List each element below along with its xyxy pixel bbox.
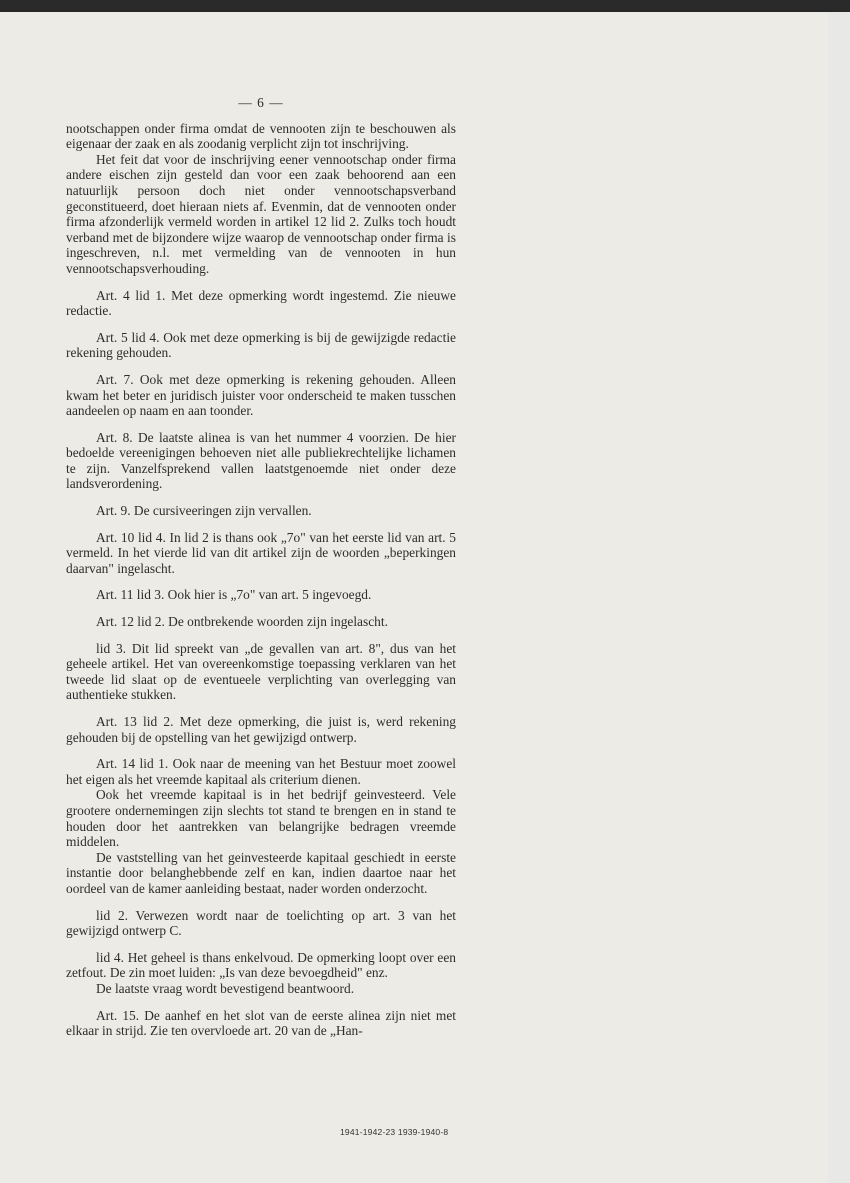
- paragraph: De vaststelling van het geinvesteerde kapitaal geschiedt in eerste instantie door belanghebbende zelf en kan, indien daartoe naar het oordeel van de kamer aanleiding bestaat, nader worden onderzocht.: [66, 849, 456, 896]
- paragraph: Art. 11 lid 3. Ook hier is „7o" van art. 5 ingevoegd.: [96, 587, 372, 603]
- paragraph: nootschappen onder firma omdat de vennooten zijn te beschouwen als eigenaar der zaak en als zoodanig verplicht zijn tot inschrijving.: [66, 120, 456, 152]
- paragraph: lid 4. Het geheel is thans enkelvoud. De opmerking loopt over een zetfout. De zin moet luiden: „Is van deze bevoegdheid" enz.: [66, 949, 456, 981]
- page-number: — 6 —: [238, 95, 284, 110]
- paragraph: Art. 9. De cursiveeringen zijn vervallen.: [96, 503, 312, 519]
- paragraph: Het feit dat voor de inschrijving eener vennootschap onder firma andere eischen zijn gesteld dan voor een zaak behoorend aan een natuurlijk persoon doch niet onder vennootschapsverband geconstitueerd, doet hieraan niets af. Evenmin, dat de vennooten onder firma afzonderlijk vermeld worden in artikel 12 lid 2. Zulks toch houdt verband met de bijzondere wijze waarop de vennootschap onder firma is ingeschreven, n.l. met vermelding van de vennooten in hun vennootschapsverhouding.: [66, 151, 456, 276]
- page-text-column: [66, 95, 456, 1039]
- paragraph: Art. 13 lid 2. Met deze opmerking, die juist is, werd rekening gehouden bij de opstelling van het gewijzigd ontwerp.: [66, 714, 456, 745]
- paragraph: Art. 7. Ook met deze opmerking is rekening gehouden. Alleen kwam het beter en juridisch juister voor onderscheid te maken tusschen aandeelen op naam en aan toonder.: [66, 371, 456, 419]
- paragraph: lid 2. Verwezen wordt naar de toelichting op art. 3 van het gewijzigd ontwerp C.: [66, 907, 456, 939]
- paragraph: Art. 14 lid 1. Ook naar de meening van het Bestuur moet zoowel het eigen als het vreemde kapitaal als criterium dienen.: [66, 756, 456, 787]
- paragraph: Art. 10 lid 4. In lid 2 is thans ook „7o" van het eerste lid van art. 5 vermeld. In het vierde lid van dit artikel zijn de woorden „beperkingen daarvan" ingelascht.: [66, 529, 456, 576]
- paragraph: Art. 15. De aanhef en het slot van de eerste alinea zijn niet met elkaar in strijd. Zie ten overvloede art. 20 van de „Han-: [66, 1007, 456, 1039]
- paragraph: De laatste vraag wordt bevestigend beantwoord.: [96, 980, 355, 996]
- paragraph: Art. 4 lid 1. Met deze opmerking wordt ingestemd. Zie nieuwe redactie.: [66, 287, 456, 319]
- paragraph: Art. 12 lid 2. De ontbrekende woorden zijn ingelascht.: [96, 614, 388, 630]
- footer-reference: 1941-1942-23 1939-1940-8: [340, 1127, 449, 1137]
- paragraph: Art. 5 lid 4. Ook met deze opmerking is bij de gewijzigde redactie rekening gehouden.: [66, 329, 456, 361]
- scan-top-border: [0, 0, 850, 12]
- scan-right-edge: [828, 12, 850, 1183]
- paragraph: lid 3. Dit lid spreekt van „de gevallen van art. 8", dus van het geheele artikel. Het van overeenkomstige toepassing verklaren van het tweede lid slaat op de eventueele verplichting van overlegging van authentieke stukken.: [66, 640, 456, 703]
- paragraph: Art. 8. De laatste alinea is van het nummer 4 voorzien. De hier bedoelde vereenigingen behoeven niet alle publiekrechtelijke lichamen te zijn. Vanzelfsprekend vallen laatstgenoemde niet onder deze landsverordening.: [66, 429, 456, 492]
- paragraph: Ook het vreemde kapitaal is in het bedrijf geinvesteerd. Vele grootere ondernemingen zijn slechts tot stand te brengen en in stand te houden door het aantrekken van belangrijke bedragen vreemde middelen.: [66, 787, 456, 850]
